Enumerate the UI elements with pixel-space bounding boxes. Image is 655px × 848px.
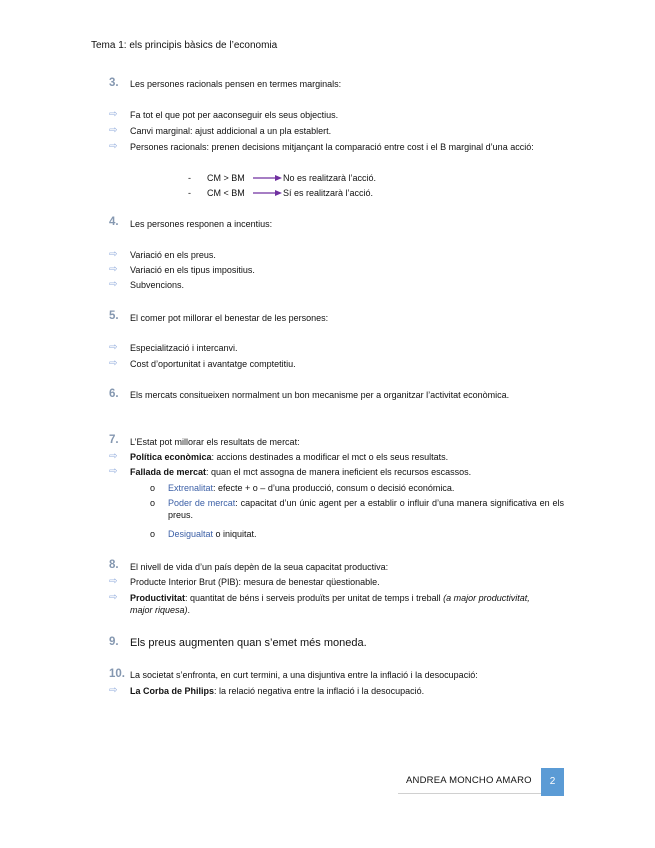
s8-item-2-end: .: [187, 605, 191, 615]
circle-bullet: o: [150, 483, 156, 493]
arrow-right-icon: [253, 189, 283, 197]
s8-item-1: Producte Interior Brut (PIB): mesura de benestar qüestionable.: [130, 577, 380, 587]
s3-item-1: Fa tot el que pot per aaconseguir els seus objectius.: [130, 110, 339, 120]
section-9-title: Els preus augmenten quan s’emet més moneda.: [130, 637, 367, 649]
section-10-number: 10.: [109, 668, 125, 680]
s3-dash-2-label: CM < BM: [207, 188, 245, 198]
arrow-icon: ⇨: [109, 451, 118, 462]
s7-sub-1: [168, 482, 454, 494]
dash-bullet: -: [188, 173, 191, 183]
s7-item-1-term: Política econòmica: [130, 452, 212, 462]
arrow-icon: ⇨: [109, 576, 118, 587]
s7-item-2-term: Fallada de mercat: [130, 467, 207, 477]
section-6-title: Els mercats consitueixen normalment un bon mecanisme per a organitzar l’activitat econòmica.: [130, 390, 510, 400]
arrow-icon: ⇨: [109, 264, 118, 275]
s7-sub-1-text: : efecte + o – d’una producció, consum o decisió económica.: [213, 483, 455, 493]
arrow-icon: ⇨: [109, 342, 118, 353]
arrow-icon: ⇨: [109, 466, 118, 477]
arrow-icon: ⇨: [109, 685, 118, 696]
arrow-icon: ⇨: [109, 358, 118, 369]
s7-sub-3: [168, 528, 257, 540]
s7-item-1: [130, 451, 448, 463]
s3-dash-1-result: No es realitzarà l’acció.: [283, 173, 377, 183]
section-3-number: 3.: [109, 77, 119, 89]
s4-item-1: Variació en els preus.: [130, 250, 216, 260]
arrow-icon: ⇨: [109, 141, 118, 152]
s3-dash-2-result: Sí es realitzarà l’acció.: [283, 188, 374, 198]
footer-divider: [398, 793, 541, 794]
section-7-title: L’Estat pot millorar els resultats de mercat:: [130, 437, 300, 447]
s7-sub-2: [168, 497, 564, 521]
section-8-title: El nivell de vida d’un país depèn de la seua capacitat productiva:: [130, 562, 389, 572]
arrow-icon: ⇨: [109, 109, 118, 120]
s8-item-2-term: Productivitat: [130, 593, 186, 603]
s8-item-2-note: (a major productivitat, major riquesa): [130, 593, 530, 615]
section-8-number: 8.: [109, 559, 119, 571]
section-4-number: 4.: [109, 216, 119, 228]
s7-sub-2-text: : capacitat d’un únic agent per a establir o influir d’una manera significativa en els preus.: [168, 498, 564, 520]
s4-item-2: Variació en els tipus impositius.: [130, 265, 255, 275]
section-9-number: 9.: [109, 636, 119, 648]
arrow-right-icon: [253, 174, 283, 182]
arrow-icon: ⇨: [109, 125, 118, 136]
section-6-number: 6.: [109, 388, 119, 400]
circle-bullet: o: [150, 498, 156, 508]
page-header: Tema 1: els principis bàsics de l’economia: [91, 40, 278, 51]
s10-item-1-term: La Corba de Philips: [130, 686, 215, 696]
section-5-title: El comer pot millorar el benestar de les persones:: [130, 313, 329, 323]
s4-item-3: Subvencions.: [130, 280, 185, 290]
s7-sub-3-text: o iniquitat.: [213, 529, 257, 539]
s7-sub-2-term: Poder de mercat: [168, 498, 236, 508]
circle-bullet: o: [150, 529, 156, 539]
s5-item-1: Especialització i intercanvi.: [130, 343, 238, 353]
section-4-title: Les persones responen a incentius:: [130, 219, 273, 229]
s5-item-2: Cost d’oportunitat i avantatge comptetitiu.: [130, 359, 296, 369]
section-7-number: 7.: [109, 434, 119, 446]
arrow-icon: ⇨: [109, 592, 118, 603]
s3-item-2: Canvi marginal: ajust addicional a un pla establert.: [130, 126, 332, 136]
section-10-title: La societat s’enfronta, en curt termini, a una disjuntiva entre la inflació i la desocupació:: [130, 670, 478, 680]
section-3-title: Les persones racionals pensen en termes marginals:: [130, 79, 342, 89]
s7-item-2-text: : quan el mct assogna de manera ineficient els recursos escassos.: [206, 467, 472, 477]
s8-item-2-text: : quantitat de béns i serveis produïts per unitat de temps i treball: [185, 593, 444, 603]
s7-sub-3-term: Desigualtat: [168, 529, 214, 539]
s10-item-1-text: : la relació negativa entre la inflació i la desocupació.: [214, 686, 425, 696]
s7-sub-1-term: Extrenalitat: [168, 483, 214, 493]
dash-bullet: -: [188, 188, 191, 198]
arrow-icon: ⇨: [109, 249, 118, 260]
s10-item-1: [130, 685, 424, 697]
s7-item-1-text: : accions destinades a modificar el mct o els seus resultats.: [211, 452, 449, 462]
s3-item-3: Persones racionals: prenen decisions mitjançant la comparació entre cost i el B marginal d’una acció:: [130, 142, 534, 152]
s8-item-2: [130, 592, 550, 616]
page-number: 2: [541, 768, 564, 796]
section-5-number: 5.: [109, 310, 119, 322]
arrow-icon: ⇨: [109, 279, 118, 290]
s3-dash-1-label: CM > BM: [207, 173, 245, 183]
footer-author: ANDREA MONCHO AMARO: [406, 775, 532, 786]
s7-item-2: [130, 466, 471, 478]
